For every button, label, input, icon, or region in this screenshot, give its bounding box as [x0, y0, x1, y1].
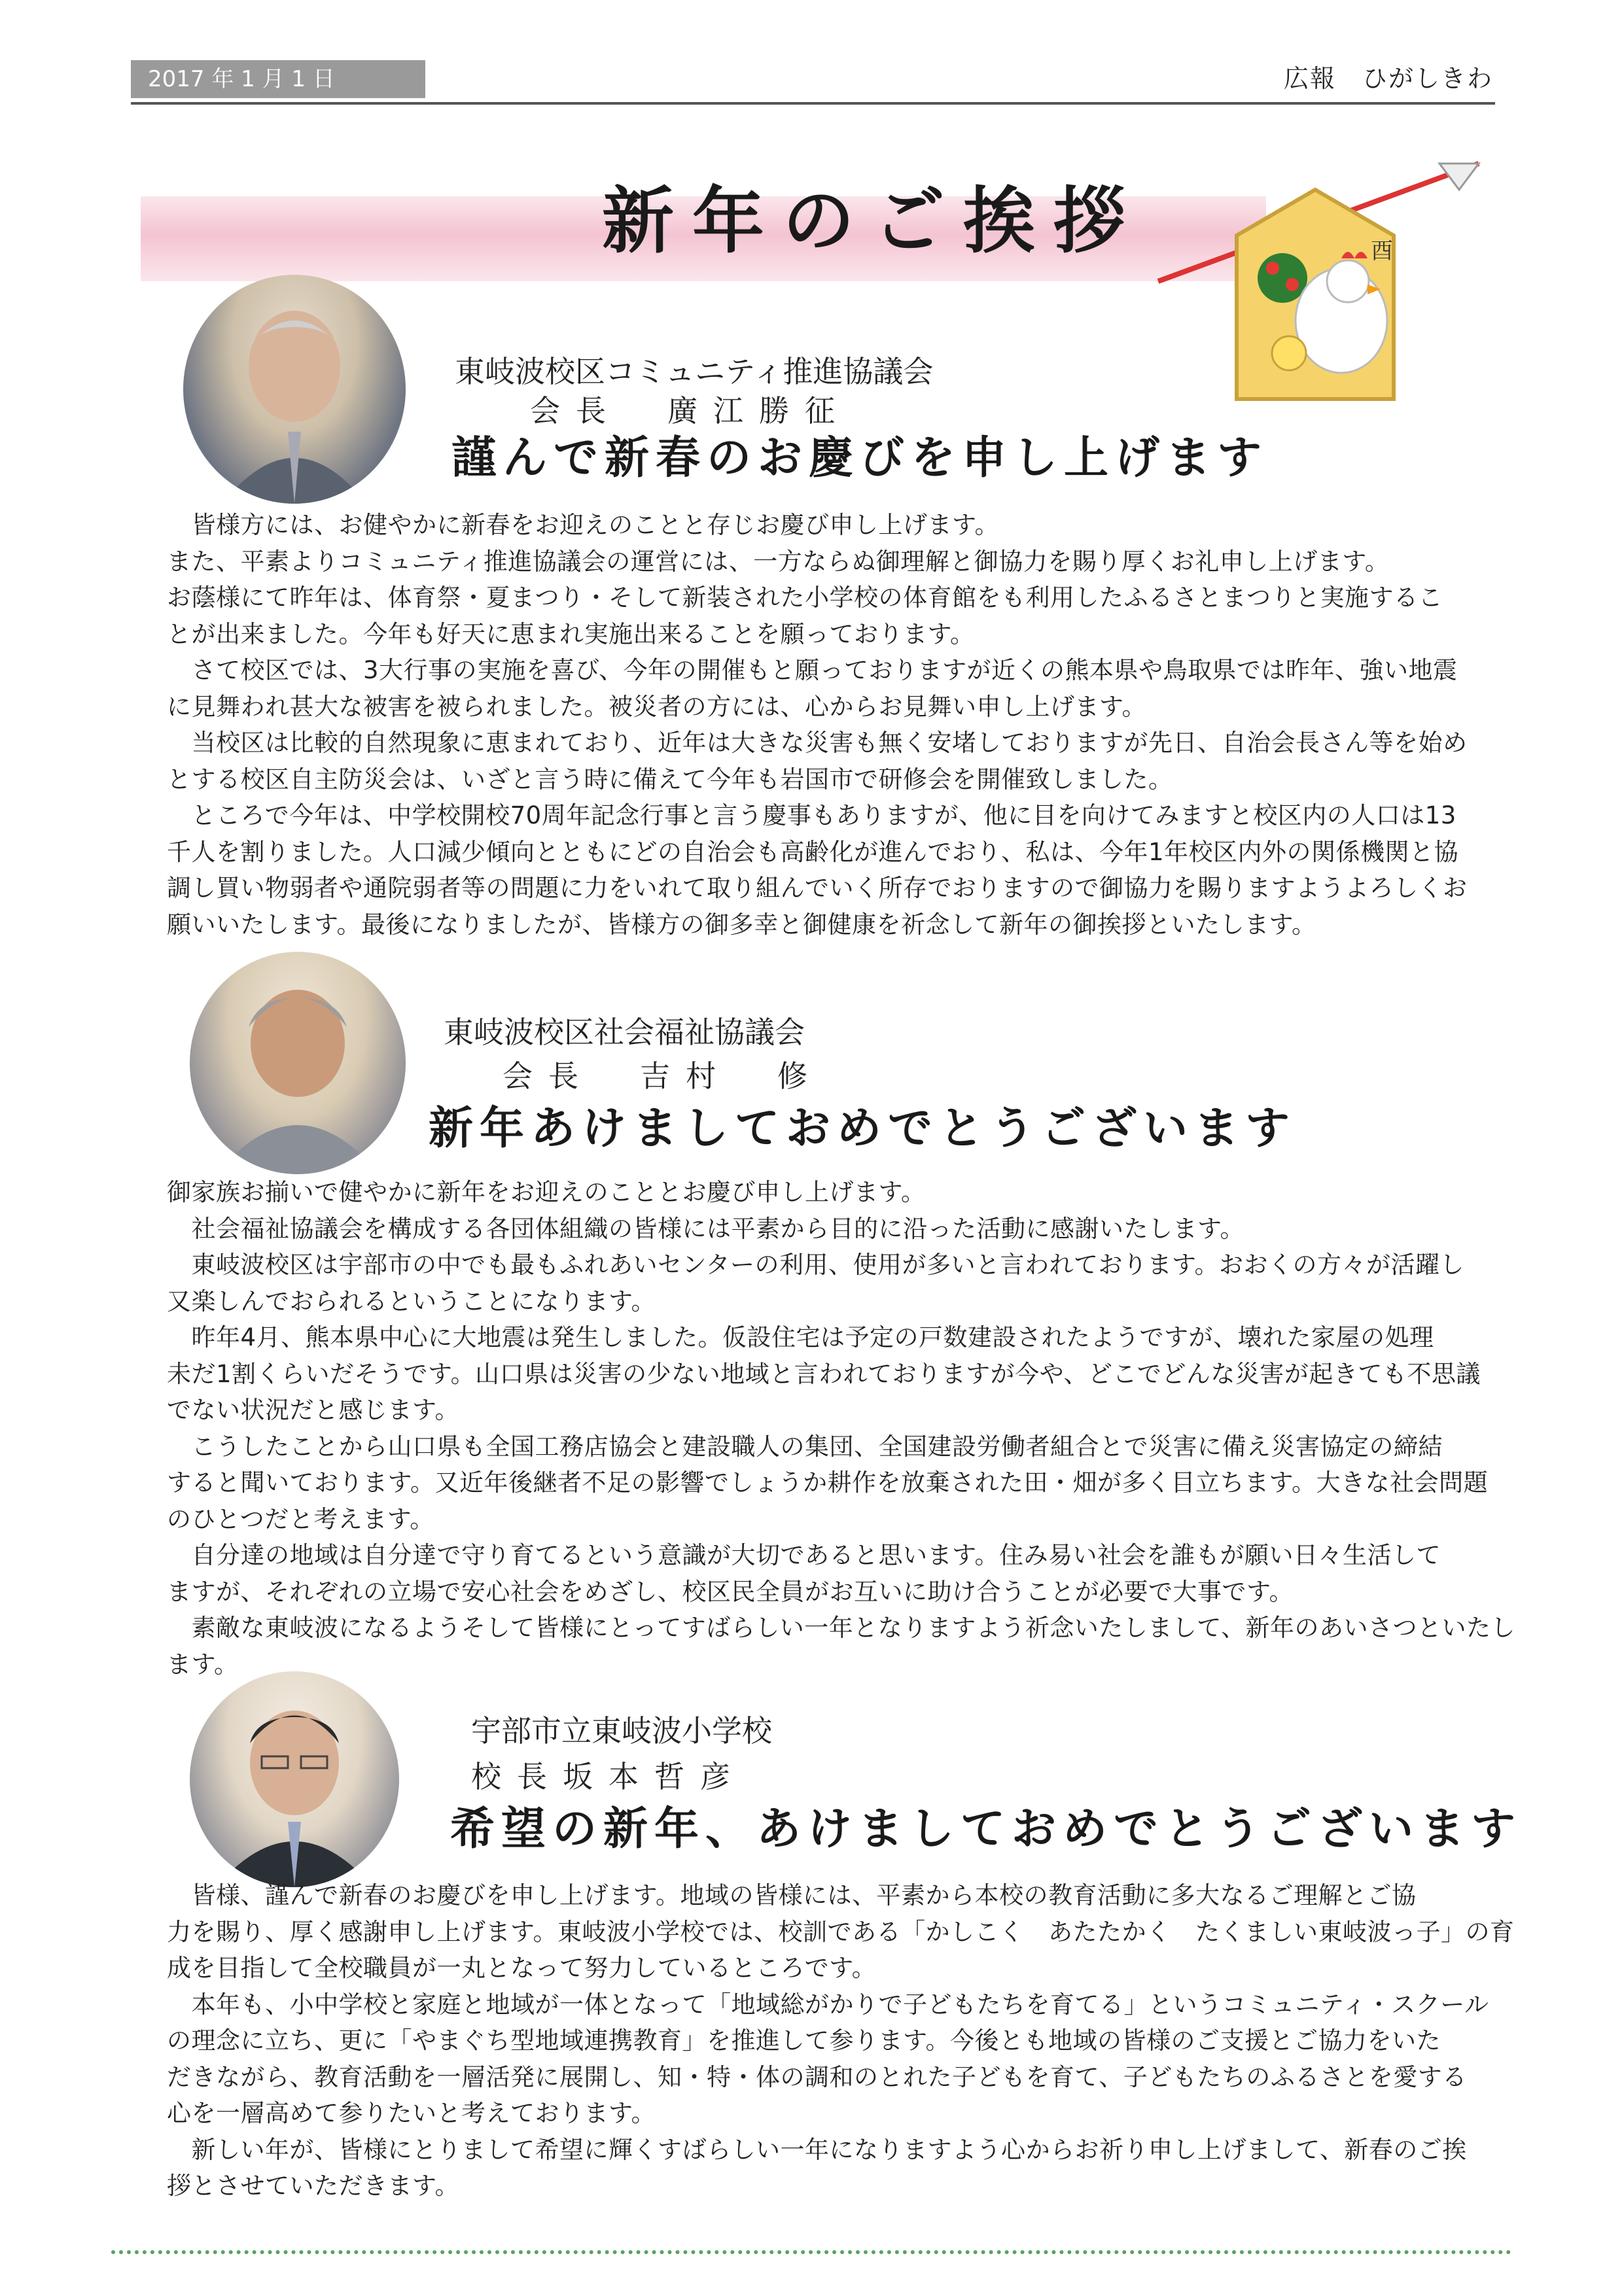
- paragraph-line: ますが、それぞれの立場で安心社会をめざし、校区民全員がお互いに助け合うことが必要で大事です。: [167, 1577, 1294, 1606]
- section-3-body: [167, 1877, 1561, 2204]
- paragraph-line: 昨年4月、熊本県中心に大地震は発生しました。仮設住宅は予定の戸数建設されたようですが、壊れた家屋の処理: [167, 1323, 1434, 1351]
- paragraph-line: 社会福祉協議会を構成する各団体組織の皆様には平素から目的に沿った活動に感謝いたします。: [167, 1214, 1245, 1243]
- paragraph-line: だきながら、教育活動を一層活発に展開し、知・特・体の調和のとれた子どもを育て、子どもたちのふるさとを愛する: [167, 2062, 1467, 2091]
- section-3-org: 宇部市立東岐波小学校: [471, 1713, 772, 1748]
- paragraph-line: 本年も、小中学校と家庭と地域が一体となって「地域総がかりで子どもたちを育てる」というコミュニティ・スクール: [167, 1990, 1489, 2019]
- paragraph-line: 願いいたします。最後になりましたが、皆様方の御多幸と御健康を祈念して新年の御挨拶といたします。: [167, 910, 1316, 939]
- paragraph-line: 皆様、謹んで新春のお慶びを申し上げます。地域の皆様には、平素から本校の教育活動に多大なるご理解とご協: [167, 1881, 1417, 1909]
- paragraph-line: こうしたことから山口県も全国工務店協会と建設職人の集団、全国建設労働者組合とで災害に備え災害協定の締結: [167, 1432, 1443, 1461]
- section-1-org: 東岐波校区コミュニティ推進協議会: [455, 354, 934, 389]
- paragraph-line: の理念に立ち、更に「やまぐち型地域連携教育」を推進して参ります。今後とも地域の皆様のご支援とご協力をいた: [167, 2026, 1441, 2055]
- footer-divider: [111, 2250, 1511, 2254]
- paragraph-line: さて校区では、3大行事の実施を喜び、今年の開催もと願っておりますが近くの熊本県や鳥取県では昨年、強い地震: [167, 656, 1458, 684]
- paragraph-line: 又楽しんでおられるということになります。: [167, 1287, 656, 1315]
- paragraph-line: 当校区は比較的自然現象に恵まれており、近年は大きな災害も無く安堵しておりますが先日、自治会長さん等を始め: [167, 729, 1468, 757]
- page-title: 新年のご挨拶: [602, 179, 1144, 263]
- portrait-1: [183, 275, 406, 504]
- section-2-person: 会長 吉村 修: [503, 1058, 823, 1094]
- paragraph-line: とする校区自主防災会は、いざと言う時に備えて今年も岩国市で研修会を開催致しました。: [167, 765, 1173, 793]
- portrait-2: [190, 952, 406, 1174]
- paragraph-line: 新しい年が、皆様にとりまして希望に輝くすばらしい一年になりますよう心からお祈り申し上げまして、新春のご挨: [167, 2135, 1467, 2164]
- paragraph-line: とが出来ました。今年も好天に恵まれ実施出来ることを願っております。: [167, 619, 975, 648]
- section-1-person: 会長 廣江勝征: [530, 393, 851, 428]
- paragraph-line: 力を賜り、厚く感謝申し上げます。東岐波小学校では、校訓である「かしこく あたたかく たくましい東岐波っ子」の育: [167, 1917, 1515, 1946]
- section-1-body: [167, 507, 1561, 943]
- paragraph-line: 拶とさせていただきます。: [167, 2172, 460, 2200]
- paragraph-line: 千人を割りました。人口減少傾向とともにどの自治会も高齢化が進んでおり、私は、今年1年校区内外の関係機関と協: [167, 837, 1459, 866]
- publication-title: 広報 ひがしきわ: [1283, 64, 1493, 93]
- section-3-greeting: 希望の新年、あけましておめでとうございます: [450, 1803, 1523, 1855]
- paragraph-line: また、平素よりコミュニティ推進協議会の運営には、一方ならぬ御理解と御協力を賜り厚くお礼申し上げます。: [167, 547, 1390, 576]
- paragraph-line: のひとつだと考えます。: [167, 1505, 434, 1533]
- section-2-org: 東岐波校区社会福祉協議会: [444, 1015, 805, 1050]
- section-1-greeting: 謹んで新春のお慶びを申し上げます: [451, 432, 1269, 484]
- section-2-greeting: 新年あけましておめでとうございます: [429, 1102, 1297, 1155]
- paragraph-line: ところで今年は、中学校開校70周年記念行事と言う慶事もありますが、他に目を向けてみますと校区内の人口は13: [167, 801, 1456, 829]
- paragraph-line: お蔭様にて昨年は、体育祭・夏まつり・そして新装された小学校の体育館をも利用したふるさとまつりと実施するこ: [167, 583, 1443, 612]
- section-2-body: [167, 1174, 1561, 1682]
- chick-icon: [1272, 336, 1306, 370]
- header-divider: [131, 102, 1495, 105]
- paragraph-line: 成を目指して全校職員が一丸となって努力しているところです。: [167, 1954, 877, 1982]
- paragraph-line: 皆様方には、お健やかに新春をお迎えのことと存じお慶び申し上げます。: [167, 511, 1000, 539]
- paragraph-line: 自分達の地域は自分達で守り育てるという意識が大切であると思います。住み易い社会を誰もが願い日々生活して: [167, 1541, 1441, 1569]
- paragraph-line: 心を一層高めて参りたいと考えております。: [167, 2099, 656, 2127]
- paragraph-line: 素敵な東岐波になるようそして皆様にとってすばらしい一年となりますよう祈念いたしまして、新年のあいさつといたし: [167, 1614, 1516, 1642]
- paragraph-line: 未だ1割くらいだそうです。山口県は災害の少ない地域と言われておりますが今や、どこでどんな災害が起きても不思議: [167, 1359, 1481, 1388]
- paragraph-line: 調し買い物弱者や通院弱者等の問題に力をいれて取り組んでいく所存でおりますので御協力を賜りますようよろしくお: [167, 874, 1468, 902]
- ema-char: 酉: [1371, 238, 1393, 264]
- pine-decoration: [1258, 253, 1307, 303]
- paragraph-line: すると聞いております。又近年後継者不足の影響でしょうか耕作を放棄された田・畑が多く目立ちます。大きな社会問題: [167, 1469, 1489, 1497]
- paragraph-line: ます。: [167, 1650, 239, 1679]
- paragraph-line: でない状況だと感じます。: [167, 1396, 460, 1424]
- portrait-3: [190, 1671, 399, 1887]
- paragraph-line: に見舞われ甚大な被害を被られました。被災者の方には、心からお見舞い申し上げます。: [167, 692, 1147, 721]
- issue-date: 2017 年 1 月 1 日: [131, 60, 425, 98]
- section-3-person: 校長坂本哲彦: [471, 1759, 746, 1794]
- paragraph-line: 東岐波校区は宇部市の中でも最もふれあいセンターの利用、使用が多いと言われております。おおくの方々が活躍し: [167, 1251, 1465, 1279]
- paragraph-line: 御家族お揃いで健やかに新年をお迎えのこととお慶び申し上げます。: [167, 1178, 926, 1206]
- ema-rooster-illustration: [1132, 137, 1498, 425]
